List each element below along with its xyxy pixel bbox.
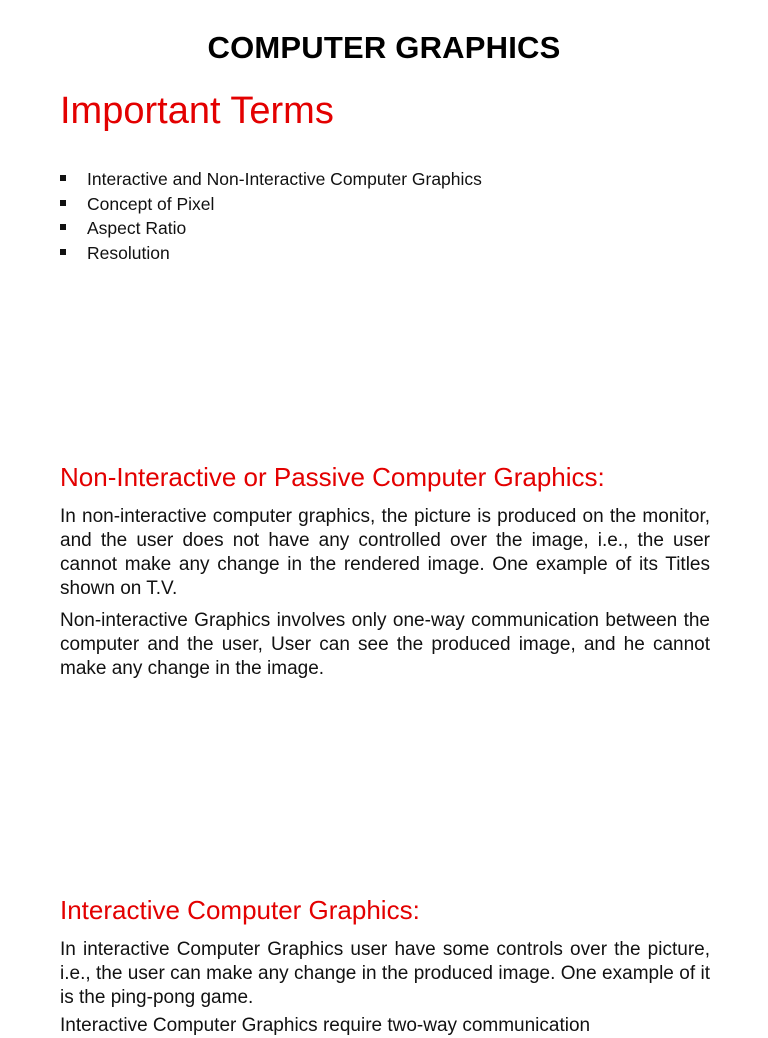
square-bullet-icon xyxy=(60,175,66,181)
square-bullet-icon xyxy=(60,224,66,230)
non-interactive-paragraph-2: Non-interactive Graphics involves only one-way communication between the computer and the user, User can see the produced image, and he cannot make any change in the image. xyxy=(60,610,710,679)
terms-list xyxy=(60,167,482,265)
list-item-text: Resolution xyxy=(87,242,170,263)
list-item-text: Aspect Ratio xyxy=(87,218,187,239)
list-item xyxy=(60,216,482,241)
non-interactive-heading: Non-Interactive or Passive Computer Graphics: xyxy=(60,462,605,492)
list-item-text: Concept of Pixel xyxy=(87,193,215,214)
square-bullet-icon xyxy=(60,200,66,206)
list-item xyxy=(60,241,482,266)
list-item xyxy=(60,167,482,192)
interactive-paragraph-2: Interactive Computer Graphics require two-way communication xyxy=(60,1015,591,1036)
section-title: Important Terms xyxy=(60,90,334,132)
interactive-heading: Interactive Computer Graphics: xyxy=(60,895,420,925)
non-interactive-paragraph-1: In non-interactive computer graphics, the picture is produced on the monitor, and the user does not have any controlled over the image, i.e., the user cannot make any change in the rendered image. One example of its Titles shown on T.V. xyxy=(60,506,710,599)
page-title: COMPUTER GRAPHICS xyxy=(207,30,561,65)
list-item-text: Interactive and Non-Interactive Computer Graphics xyxy=(87,169,482,189)
list-item xyxy=(60,192,482,217)
square-bullet-icon xyxy=(60,249,66,255)
interactive-paragraph-1: In interactive Computer Graphics user have some controls over the picture, i.e., the user can make any change in the produced image. One example of it is the ping-pong game. xyxy=(60,939,710,1008)
